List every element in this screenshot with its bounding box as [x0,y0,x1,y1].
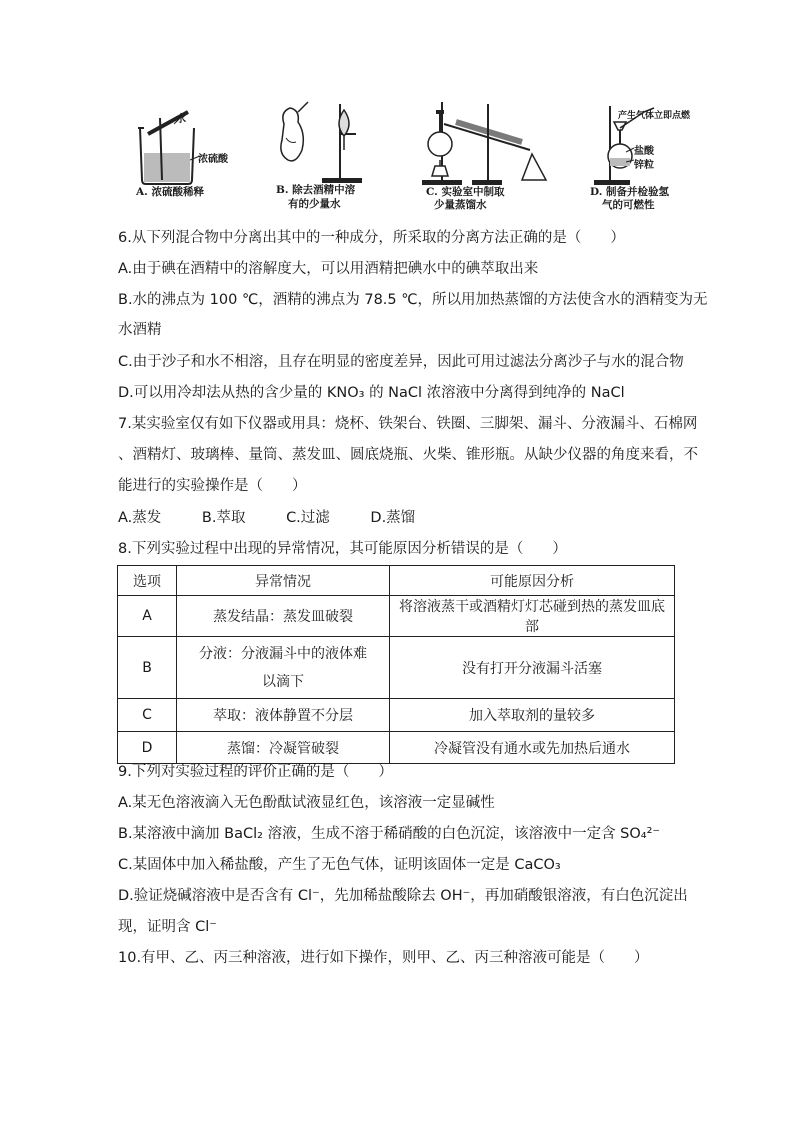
table-row [118,637,675,699]
table-cell-cause: 将溶液蒸干或酒精灯灯芯碰到热的蒸发皿底部 [390,596,675,637]
separatory-funnel-icon [272,98,382,186]
q6-option-b-line1: B.水的沸点为 100 ℃，酒精的沸点为 78.5 ℃，所以用加热蒸馏的方法使含水的酒精变为无 [118,292,708,308]
q10-stem: 10.有甲、乙、丙三种溶液，进行如下操作，则甲、乙、丙三种溶液可能是（ ） [118,950,649,966]
q9-option-c: C.某固体中加入稀盐酸，产生了无色气体，证明该固体一定是 CaCO₃ [118,857,561,873]
table-cell-anomaly: 萃取：液体静置不分层 [177,699,390,732]
q8-table [117,565,675,764]
q7-option-a: A.蒸发 [118,510,162,526]
table-row [118,699,675,732]
table-cell-option: D [118,732,177,764]
table-cell-option: C [118,699,177,732]
q7-stem-line2: 、酒精灯、玻璃棒、量筒、蒸发皿、圆底烧瓶、火柴、锥形瓶。从缺少仪器的角度来看，不 [118,447,698,463]
q6-option-d: D.可以用冷却法从热的含少量的 KNO₃ 的 NaCl 浓溶液中分离得到纯净的 NaCl [118,385,625,401]
q6-option-c: C.由于沙子和水不相溶，且存在明显的密度差异，因此可用过滤法分离沙子与水的混合物 [118,354,684,370]
q6-option-a: A.由于碘在酒精中的溶解度大，可以用酒精把碘水中的碘萃取出来 [118,261,539,277]
table-cell-cause: 冷凝管没有通水或先加热后通水 [390,732,675,764]
table-row [118,732,675,764]
figure-a-caption: A. 浓硫酸稀释 [136,186,204,198]
table-cell-anomaly: 蒸发结晶：蒸发皿破裂 [177,596,390,637]
q8-stem: 8.下列实验过程中出现的异常情况，其可能原因分析错误的是（ ） [118,541,567,557]
q9-option-d-line1: D.验证烧碱溶液中是否含有 Cl⁻，先加稀盐酸除去 OH⁻，再加硝酸银溶液，有白色沉淀出 [118,888,688,904]
table-cell-option: A [118,596,177,637]
q9-option-d-line2: 现，证明含 Cl⁻ [118,919,217,935]
label-water: 水 [176,114,186,125]
figure-b-caption-1: B. 除去酒精中溶 [276,184,356,196]
label-zinc-granules: 锌粒 [634,160,654,171]
q9-option-b: B.某溶液中滴加 BaCl₂ 溶液，生成不溶于稀硝酸的白色沉淀，该溶液中一定含 SO₄²⁻ [118,826,661,842]
table-cell-anomaly: 蒸馏：冷凝管破裂 [177,732,390,764]
table-header-row [118,566,675,596]
figure-d-hydrogen [586,98,696,216]
label-ignite-gas: 产生气体立即点燃 [618,111,691,121]
table-cell-cause: 没有打开分液漏斗活塞 [390,637,675,699]
q7-stem-line3: 能进行的实验操作是（ ） [118,478,307,494]
label-conc-sulfuric-acid: 浓硫酸 [198,154,228,165]
figure-b-caption-2: 有的少量水 [288,198,341,210]
q7-option-b: B.萃取 [201,510,246,526]
q7-option-c: C.过滤 [286,510,330,526]
q9-option-a: A.某无色溶液滴入无色酚酞试液显红色，该溶液一定显碱性 [118,795,495,811]
table-header-cause: 可能原因分析 [390,566,675,596]
q9-stem: 9.下列对实验过程的评价正确的是（ ） [118,764,393,780]
figure-c-distillation [412,98,562,216]
distillation-apparatus-icon [412,98,562,188]
figure-c-caption-2: 少量蒸馏水 [434,199,487,211]
figure-d-caption-2: 气的可燃性 [602,199,655,211]
table-header-anomaly: 异常情况 [177,566,390,596]
q6-stem: 6.从下列混合物中分离出其中的一种成分，所采取的分离方法正确的是（ ） [118,230,625,246]
q7-stem-line1: 7.某实验室仅有如下仪器或用具：烧杯、铁架台、铁圈、三脚架、漏斗、分液漏斗、石棉网 [118,416,698,432]
figure-c-caption-1: C. 实验室中制取 [426,186,505,198]
label-hydrochloric-acid: 盐酸 [634,146,654,157]
q7-option-d: D.蒸馏 [370,510,416,526]
table-row [118,596,675,637]
table-cell-anomaly: 分液：分液漏斗中的液体难以滴下 [177,637,390,699]
figure-d-caption-1: D. 制备并检验氢 [590,186,670,198]
table-cell-option: B [118,637,177,699]
figure-a-dilution [130,98,240,216]
table-header-option: 选项 [118,566,177,596]
q7-options [118,508,415,528]
figure-b-separatory-funnel [272,98,382,216]
table-cell-cause: 加入萃取剂的量较多 [390,699,675,732]
q6-option-b-line2: 水酒精 [118,322,162,338]
